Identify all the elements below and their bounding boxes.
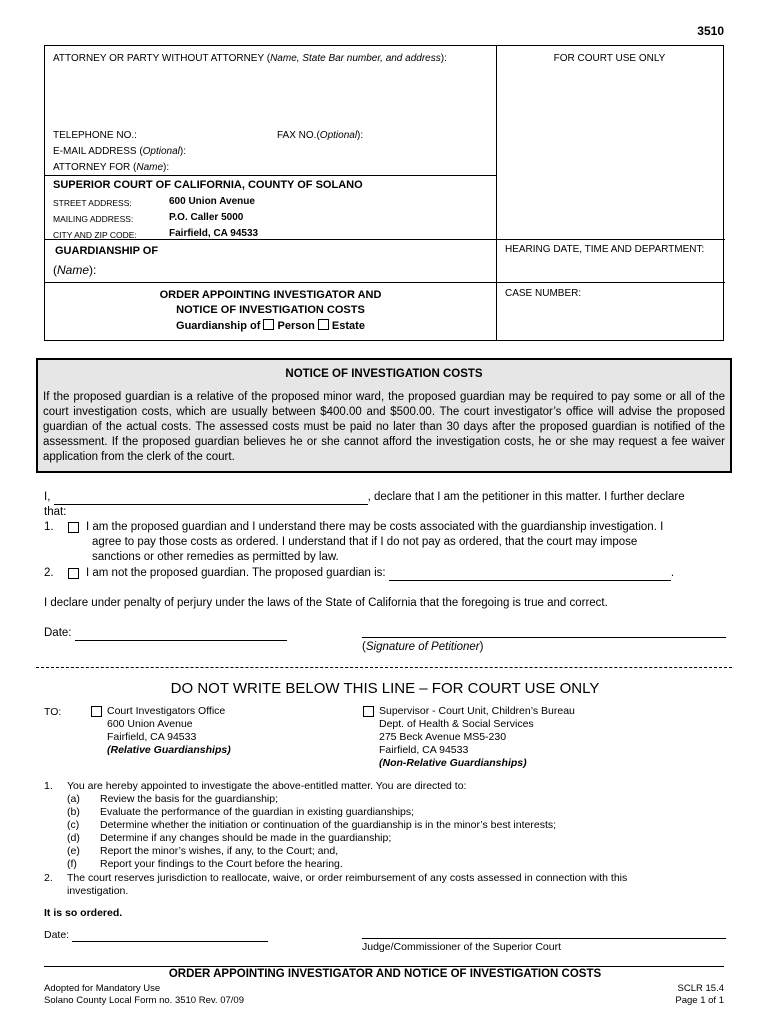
subitem: (a) Review the basis for the guardianship; (67, 793, 279, 805)
decl-item1-line3: sanctions or other remedies as permitted by law. (92, 551, 339, 563)
subitem: (e) Report the minor’s wishes, if any, to the Court; and, (67, 845, 339, 857)
attorney-for-label: ATTORNEY FOR (Name): (53, 162, 170, 173)
doc-title-line2: NOTICE OF INVESTIGATION COSTS (176, 304, 365, 316)
decl-item1-checkbox[interactable] (68, 522, 79, 533)
decl-item1-number: 1. (44, 521, 54, 533)
subitem: (d) Determine if any changes should be made in the guardianship; (67, 832, 392, 844)
decl-item2-checkbox[interactable] (68, 568, 79, 579)
rule-court (45, 175, 496, 176)
doc-title-line3: Guardianship of Person Estate (176, 320, 365, 332)
judge-date-line[interactable] (72, 930, 268, 942)
subitem-list (67, 793, 556, 871)
fax-label: FAX NO.(Optional): (277, 130, 364, 141)
form-number: 3510 (697, 24, 724, 38)
signature-label: (Signature of Petitioner) (362, 641, 484, 653)
footer-title: ORDER APPOINTING INVESTIGATOR AND NOTICE OF INVESTIGATION COSTS (168, 968, 602, 980)
court-use-banner: DO NOT WRITE BELOW THIS LINE – FOR COURT USE ONLY (170, 680, 600, 697)
decl-item1-line1: I am the proposed guardian and I understand there may be costs associated with the guardianship investigation. I (86, 521, 664, 533)
to-label: TO: (44, 706, 62, 718)
attorney-label: ATTORNEY OR PARTY WITHOUT ATTORNEY (Name, State Bar number, and address): (53, 53, 447, 64)
court-investigators-checkbox[interactable] (91, 706, 102, 717)
court-name: SUPERIOR COURT OF CALIFORNIA, COUNTY OF SOLANO (53, 179, 363, 191)
mailing-value: P.O. Caller 5000 (169, 212, 244, 223)
petitioner-date-line[interactable] (75, 627, 287, 641)
left-office: Court Investigators Office 600 Union Avenue Fairfield, CA 94533 (Relative Guardianships) (107, 705, 231, 756)
hearing-label: HEARING DATE, TIME AND DEPARTMENT: (505, 244, 705, 255)
subitem: (f) Report your findings to the Court before the hearing. (67, 858, 343, 870)
perjury-statement: I declare under penalty of perjury under the laws of the State of California that the foregoing is true and correct. (44, 597, 608, 609)
decl-item1-line2: agree to pay those costs as ordered. I understand that if I do not pay as ordered, that the court may impose (92, 536, 638, 548)
footer-left: Adopted for Mandatory Use Solano County Local Form no. 3510 Rev. 07/09 (44, 983, 244, 1006)
judge-label: Judge/Commissioner of the Superior Court (362, 941, 562, 953)
footer-right: SCLR 15.4 Page 1 of 1 (675, 983, 724, 1006)
petitioner-name-line[interactable] (54, 491, 368, 505)
decl-item2-number: 2. (44, 567, 54, 579)
notice-box (36, 358, 732, 473)
subitem: (c) Determine whether the initiation or continuation of the guardianship is in the minor’s best interests; (67, 819, 557, 831)
caption-divider (496, 46, 497, 340)
notice-title: NOTICE OF INVESTIGATION COSTS (285, 368, 483, 380)
court-item1-text: You are hereby appointed to investigate the above-entitled matter. You are directed to: (67, 780, 467, 792)
guardianship-of-label: GUARDIANSHIP OF (55, 245, 159, 257)
petitioner-date: Date: (44, 626, 287, 641)
mailing-label: MAILING ADDRESS: (53, 214, 134, 224)
that-label: that: (44, 506, 67, 518)
judge-signature-line[interactable] (362, 938, 726, 939)
petitioner-signature-line[interactable] (362, 637, 726, 638)
judge-date: Date: (44, 929, 268, 942)
proposed-guardian-line[interactable] (389, 567, 671, 581)
city-label: CITY AND ZIP CODE: (53, 230, 137, 240)
court-item2-line1: The court reserves jurisdiction to reallocate, waive, or order reimbursement of any costs assessed in connection with this (67, 872, 628, 884)
supervisor-checkbox[interactable] (363, 706, 374, 717)
right-office: Supervisor - Court Unit, Children’s Bureau Dept. of Health & Social Services 275 Beck Avenue MS5-230 Fairfield, CA 94533 (Non-Relative Guardianships) (379, 705, 575, 769)
court-item2-number: 2. (44, 872, 53, 884)
person-checkbox[interactable] (263, 319, 274, 330)
ward-name-label: (Name): (53, 263, 97, 277)
telephone-label: TELEPHONE NO.: (53, 130, 137, 141)
case-number-label: CASE NUMBER: (505, 288, 582, 299)
rule-guardianship (45, 239, 725, 240)
street-value: 600 Union Avenue (169, 196, 255, 207)
street-label: STREET ADDRESS: (53, 198, 132, 208)
rule-title (45, 282, 725, 283)
so-ordered: It is so ordered. (44, 907, 123, 919)
estate-checkbox[interactable] (318, 319, 329, 330)
court-use-only-label: FOR COURT USE ONLY (553, 53, 666, 64)
caption-box (44, 45, 724, 341)
cut-line (36, 667, 732, 668)
court-item1-number: 1. (44, 780, 53, 792)
city-value: Fairfield, CA 94533 (169, 228, 259, 239)
subitem: (b) Evaluate the performance of the guardian in existing guardianships; (67, 806, 415, 818)
decl-item2-text: I am not the proposed guardian. The proposed guardian is: . (86, 567, 675, 579)
court-item2-line2: investigation. (67, 885, 129, 897)
notice-body: If the proposed guardian is a relative of the proposed minor ward, the proposed guardian may be required to pay some or all of the court investigation costs, which are usually between $400.00 and $500.00. The court investigator’s office will advise the proposed guardian of the actual costs. The assessed costs must be paid no later than 30 days after the proposed guardian is notified of the assessment. If the proposed guardian believes he or she cannot afford the investigation costs, he or she may request a fee waiver application from the clerk of the court. (43, 391, 725, 463)
doc-title-line1: ORDER APPOINTING INVESTIGATOR AND (159, 289, 382, 301)
footer-rule (44, 966, 724, 967)
declaration-line: I, , declare that I am the petitioner in this matter. I further declare (44, 491, 685, 503)
email-label: E-MAIL ADDRESS (Optional): (53, 146, 187, 157)
